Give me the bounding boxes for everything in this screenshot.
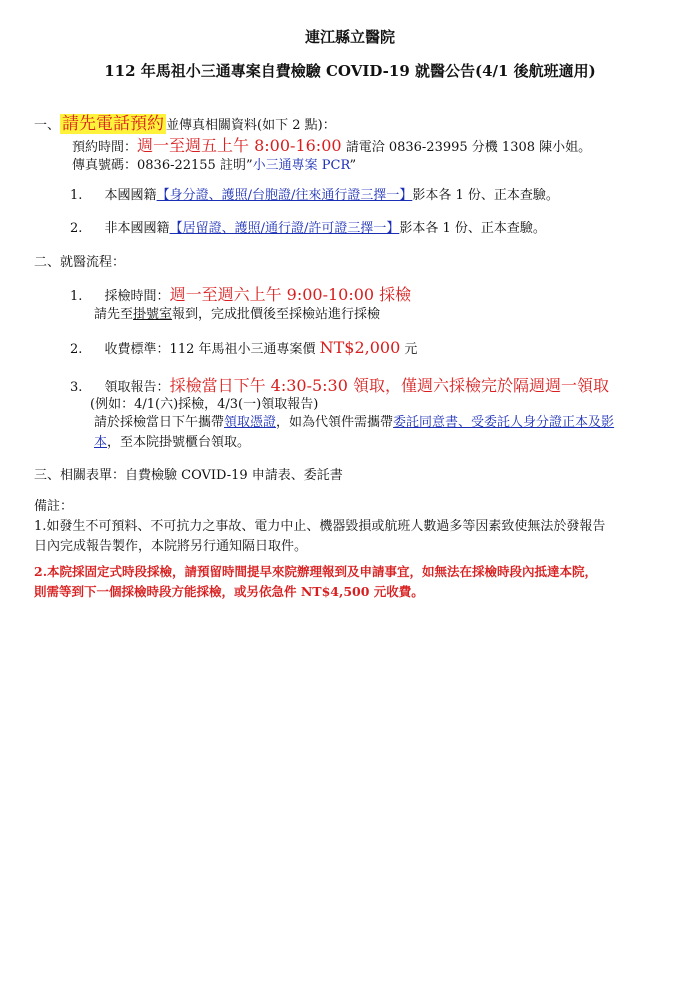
item-prefix: 非本國國籍 (104, 221, 170, 236)
fee-item (70, 338, 417, 357)
fee-label: 收費標準：112 年馬祖小三通專案價 (104, 342, 320, 357)
item-number: 2. (70, 342, 83, 357)
report-example: (例如：4/1(六)採檢，4/3(一)領取報告) (90, 397, 319, 412)
item-suffix: 影本各 1 份、正本查驗。 (399, 221, 546, 236)
fee-unit: 元 (400, 342, 418, 357)
section-2-heading: 二、就醫流程： (34, 255, 126, 270)
proxy-documents-end: 本 (94, 435, 108, 450)
fax-label: 傳真號碼：0836-22155 註明” (72, 158, 253, 173)
sampling-instruction (94, 303, 380, 322)
item-prefix: 本國國籍 (104, 188, 157, 203)
phone-reservation-highlight: 請先電話預約 (62, 114, 165, 134)
registration-room: 掛號室 (133, 307, 173, 322)
report-pickup-time: 採檢當日下午 4:30-5:30 領取，僅週六採檢完於隔週週一領取 (169, 376, 610, 395)
item-number: 1. (70, 188, 83, 203)
note-2-line-1: 2.本院採固定式時段採檢，請預留時間提早來院辦理報到及申請事宜，如無法在採檢時段內抵達本院， (34, 564, 598, 579)
appointment-time: 週一至週五上午 8:00-16:00 (137, 136, 342, 155)
item-number: 1. (70, 289, 83, 304)
fax-note: 小三通專案 PCR (252, 158, 350, 173)
section-1-rest: 並傳真相關資料(如下 2 點)： (166, 118, 336, 133)
appointment-contact: 請電洽 0836-23995 分機 1308 陳小姐。 (341, 140, 592, 155)
instruction-text: ，如為代領件需攜帶 (276, 415, 394, 430)
sampling-time: 週一至週六上午 9:00-10:00 採檢 (169, 285, 412, 304)
domestic-docs-item (70, 184, 559, 203)
note-1-line-2: 日內完成報告製作，本院將另行通知隔日取件。 (34, 539, 308, 554)
pickup-voucher: 領取憑證 (224, 415, 277, 430)
section-1-number: 一、 (34, 118, 61, 133)
fax-line (72, 154, 356, 173)
note-1-line-1: 1.如發生不可預料、不可抗力之事故、電力中止、機器毀損或航班人數過多等因素致使無法於發報告 (34, 519, 606, 534)
fee-price: NT$2,000 (319, 338, 401, 357)
report-label: 領取報告： (104, 380, 170, 395)
item-number: 2. (70, 221, 83, 236)
report-instruction-line2 (94, 431, 250, 450)
appointment-label: 預約時間： (72, 140, 138, 155)
foreign-docs-item (70, 217, 546, 236)
instruction-text: 報到，完成批價後至採檢站進行採檢 (172, 307, 381, 322)
instruction-text: 請於採檢當日下午攜帶 (94, 415, 225, 430)
fax-end: ” (349, 158, 357, 173)
instruction-text: 請先至 (94, 307, 134, 322)
report-instruction-line1 (94, 411, 614, 430)
sampling-label: 採檢時間： (104, 289, 170, 304)
instruction-text: ，至本院掛號櫃台領取。 (107, 435, 251, 450)
proxy-documents: 委託同意書、受委託人身分證正本及影 (393, 415, 615, 430)
notes-label: 備註： (34, 499, 74, 514)
item-number: 3. (70, 380, 83, 395)
section-3-related-forms: 三、相關表單：自費檢驗 COVID-19 申請表、委託書 (34, 468, 343, 483)
hospital-name: 連江縣立醫院 (304, 28, 395, 46)
sampling-time-item (70, 282, 411, 305)
item-suffix: 影本各 1 份、正本查驗。 (412, 188, 559, 203)
section-1-heading (34, 109, 336, 134)
foreign-docs-list: 【居留證、護照/通行證/許可證三擇一】 (169, 221, 400, 236)
appointment-time-line (72, 133, 591, 156)
domestic-docs-list: 【身分證、護照/台胞證/往來通行證三擇一】 (156, 188, 413, 203)
note-2-line-2: 則需等到下一個採檢時段方能採檢，或另依急件 NT$4,500 元收費。 (34, 584, 424, 599)
announcement-title: 112 年馬祖小三通專案自費檢驗 COVID-19 就醫公告(4/1 後航班適用) (104, 62, 596, 80)
